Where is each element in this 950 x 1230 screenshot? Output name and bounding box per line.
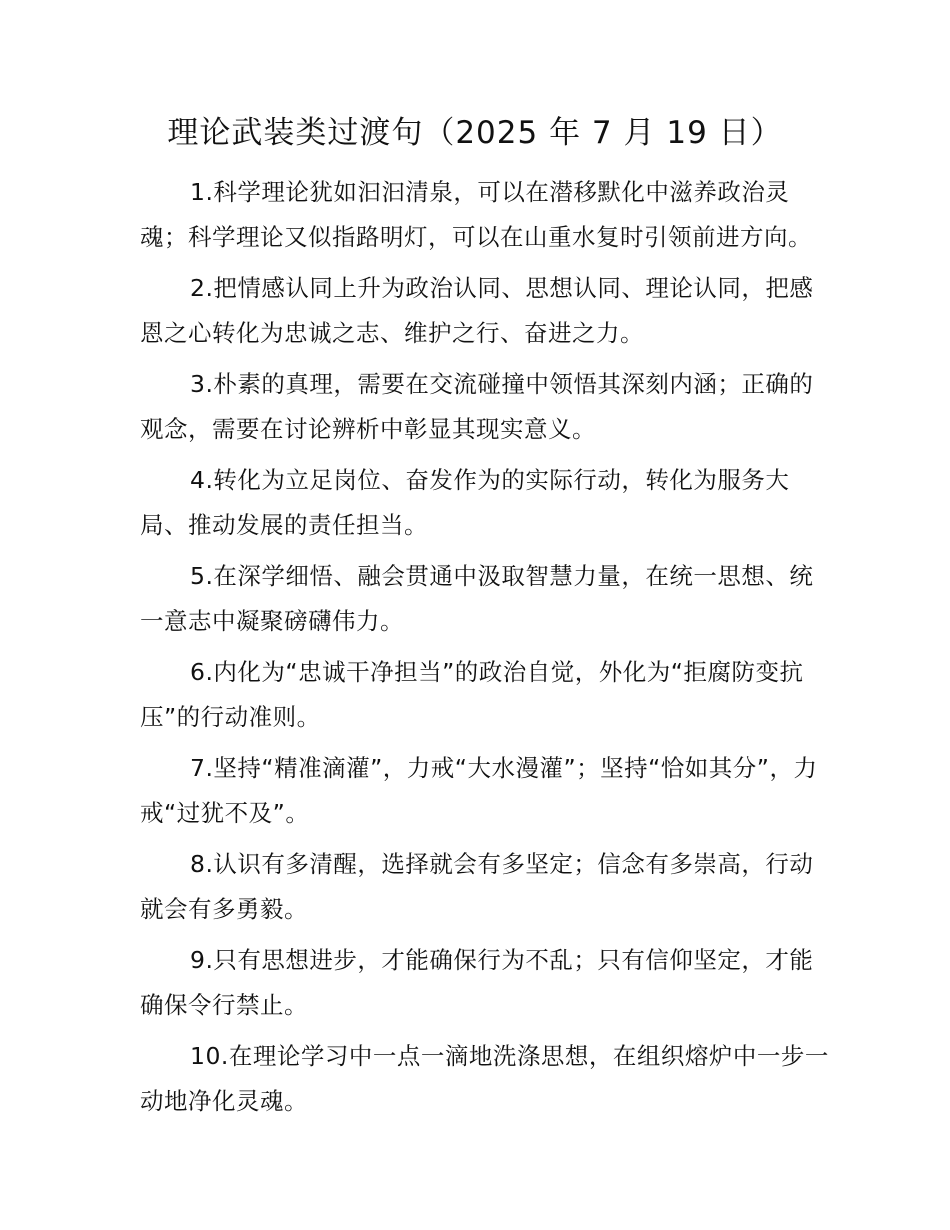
list-item: 4.转化为立足岗位、奋发作为的实际行动，转化为服务大局、推动发展的责任担当。 <box>140 466 790 539</box>
list-item: 6.内化为“忠诚干净担当”的政治自觉，外化为“拒腐防变抗压”的行动准则。 <box>140 658 804 731</box>
list-item: 10.在理论学习中一点一滴地洗涤思想，在组织熔炉中一步一动地净化灵魂。 <box>140 1042 829 1115</box>
list-item: 8.认识有多清醒，选择就会有多坚定；信念有多崇高，行动就会有多勇毅。 <box>140 850 814 923</box>
list-item: 2.把情感认同上升为政治认同、思想认同、理论认同，把感恩之心转化为忠诚之志、维护之行、奋进之力。 <box>140 274 814 347</box>
list-item: 3.朴素的真理，需要在交流碰撞中领悟其深刻内涵；正确的观念，需要在讨论辨析中彰显其现实意义。 <box>140 370 814 443</box>
list-item: 1.科学理论犹如汩汩清泉，可以在潜移默化中滋养政治灵魂；科学理论又似指路明灯，可以在山重水复时引领前进方向。 <box>140 178 812 251</box>
list-item: 9.只有思想进步，才能确保行为不乱；只有信仰坚定，才能确保令行禁止。 <box>140 946 814 1019</box>
list-item: 7.坚持“精准滴灌”，力戒“大水漫灌”；坚持“恰如其分”，力戒“过犹不及”。 <box>140 754 818 827</box>
sentence-list <box>140 170 830 1130</box>
page-title: 理论武装类过渡句（2025 年 7 月 19 日） <box>167 115 783 151</box>
list-item: 5.在深学细悟、融会贯通中汲取智慧力量，在统一思想、统一意志中凝聚磅礴伟力。 <box>140 562 814 635</box>
